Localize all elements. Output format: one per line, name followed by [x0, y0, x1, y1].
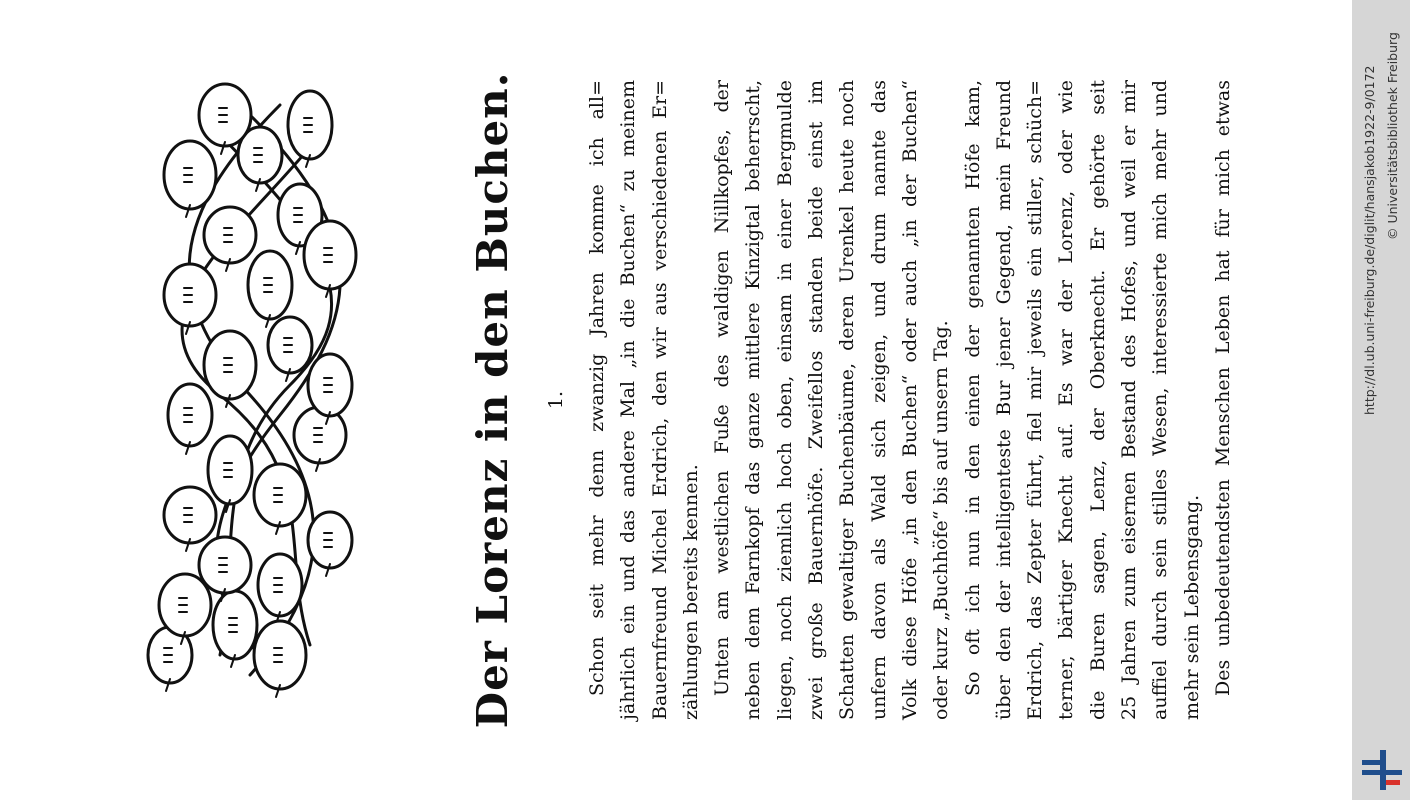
body-text	[582, 80, 1239, 720]
text-line: zählungen bereits kennen.	[679, 464, 702, 720]
text-line: oder kurz „Buchhöfe“ bis auf unsern Tag.	[930, 320, 953, 720]
ub-freiburg-logo-icon[interactable]	[1360, 748, 1404, 792]
text-line: liegen, noch ziemlich hoch oben, einsam in einer Bergmulde	[773, 80, 796, 720]
text-line: Schatten gewaltiger Buchenbäume, deren Urenkel heute noch	[836, 80, 859, 720]
text-line: So oft ich nun in den einen der genannten Höfe kam,	[961, 80, 984, 696]
text-line: mehr sein Lebensgang.	[1180, 494, 1203, 720]
text-line: auffiel durch sein stilles Wesen, interessierte mich mehr und	[1149, 80, 1172, 720]
text-line: terner, bärtiger Knecht auf. Es war der Lorenz, oder wie	[1055, 80, 1078, 720]
copyright-notice: © Universitätsbibliothek Freiburg	[1385, 32, 1400, 240]
text-line: 25 Jahren zum eisernen Bestand des Hofes, und weil er mir	[1118, 80, 1141, 720]
text-line: jährlich ein und das andere Mal „in die Buchen“ zu meinem	[617, 80, 640, 720]
text-line: Unten am westlichen Fuße des waldigen Nillkopfes, der	[711, 80, 734, 696]
text-line: Volk diese Höfe „in den Buchen“ oder auch „in der Buchen“	[898, 80, 921, 720]
viewer-sidebar	[1352, 0, 1410, 800]
text-line: neben dem Farnkopf das ganze mittlere Kinzigtal beherrscht,	[742, 80, 765, 720]
chapter-number: 1.	[545, 390, 567, 410]
text-line: zwei große Bauernhöfe. Zweifellos standen beide einst im	[805, 80, 828, 720]
text-line: unfern davon als Wald sich zeigen, und drum nannte das	[867, 80, 890, 720]
text-line: über den der intelligenteste Bur jener Gegend, mein Freund	[992, 80, 1015, 720]
lunaria-ornament-icon	[130, 75, 370, 715]
text-line: Schon seit mehr denn zwanzig Jahren komme ich all=	[586, 80, 608, 696]
source-url-link[interactable]: http://dl.ub.uni-freiburg.de/diglit/hansjakob1922-9/0172	[1362, 65, 1377, 415]
text-line: Des unbedeutendsten Menschen Leben hat für mich etwas	[1211, 80, 1234, 696]
text-line: Bauernfreund Michel Erdrich, den wir aus verschiedenen Er=	[648, 80, 671, 720]
text-line: Erdrich, das Zepter führt, fiel mir jeweils ein stiller, schüch=	[1024, 80, 1047, 720]
text-line: die Buren sagen, Lenz, der Oberknecht. Er gehörte seit	[1086, 80, 1109, 720]
sidebar-text-rotator	[1352, 0, 1410, 800]
page-title: Der Lorenz in den Buchen.	[468, 71, 517, 729]
